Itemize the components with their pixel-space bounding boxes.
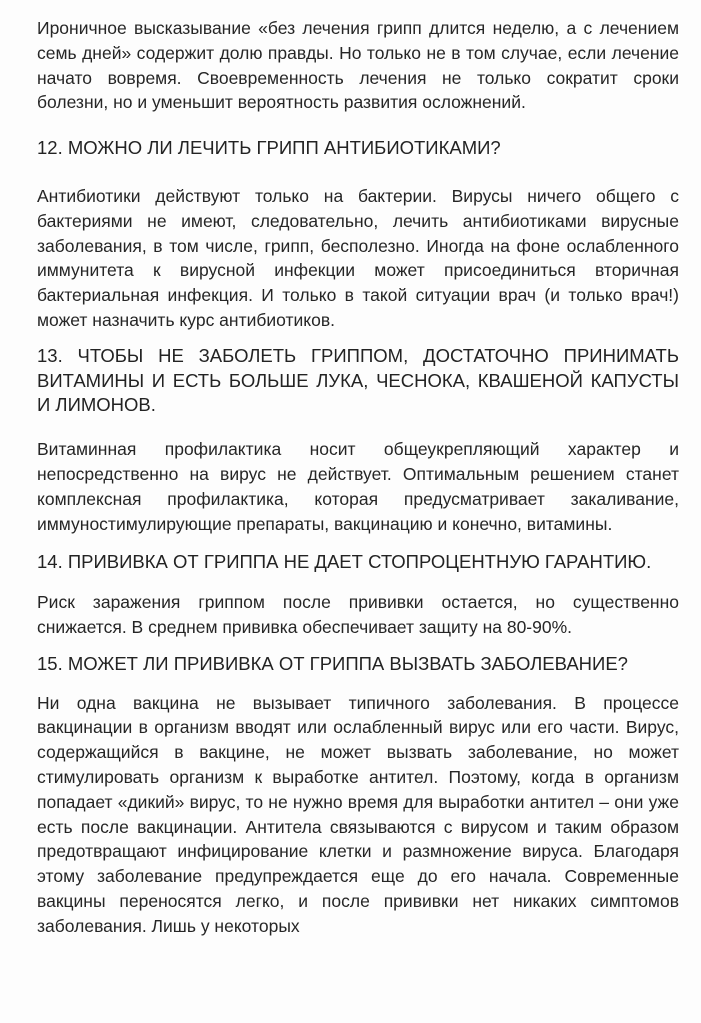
section-14-body: Риск заражения гриппом после прививки остается, но существенно снижается. В среднем прививка обеспечивает защиту на 80-90%. [37, 592, 679, 637]
section-15-body: Ни одна вакцина не вызывает типичного заболевания. В процессе вакцинации в организм вводят или ослабленный вирус или его части. Вирус, содержащийся в вакцине, не может вызвать заболевание, но может стимулировать организм к выработке антител. Поэтому, когда в организм попадает «дикий» вирус, то не нужно время для выработки антител – они уже есть после вакцинации. Антитела связываются с вирусом и таким образом предотвращают инфицирование клетки и размножение вируса. Благодаря этому заболевание предупреждается еще до его начала. Современные вакцины переносятся легко, и после прививки нет никаких симптомов заболевания. Лишь у некоторых [37, 692, 679, 936]
section-15-heading: 15. МОЖЕТ ЛИ ПРИВИВКА ОТ ГРИППА ВЫЗВАТЬ ЗАБОЛЕВАНИЕ? [37, 652, 628, 674]
section-14-heading: 14. ПРИВИВКА ОТ ГРИППА НЕ ДАЕТ СТОПРОЦЕНТНУЮ ГАРАНТИЮ. [37, 551, 652, 573]
section-12-body: Антибиотики действуют только на бактерии. Вирусы ничего общего с бактериями не имеют, следовательно, лечить антибиотиками вирусные заболевания, в том числе, грипп, бесполезно. Иногда на фоне ослабленного иммунитета к вирусной инфекции может присоединиться вторичная бактериальная инфекция. И только в такой ситуации врач (и только врач!) может назначить курс антибиотиков. [37, 185, 679, 330]
section-12-heading: 12. МОЖНО ЛИ ЛЕЧИТЬ ГРИПП АНТИБИОТИКАМИ? [37, 137, 501, 159]
intro-paragraph: Ироничное высказывание «без лечения грипп длится неделю, а с лечением семь дней» содержит долю правды. Но только не в том случае, если лечение начато вовремя. Своевременность лечения не только сократит сроки болезни, но и уменьшит вероятность развития осложнений. [37, 18, 679, 113]
document-body [37, 16, 679, 939]
section-13-body: Витаминная профилактика носит общеукрепляющий характер и непосредственно на вирус не действует. Оптимальным решением станет комплексная профилактика, которая предусматривает закаливание, иммуностимулирующие препараты, вакцинацию и конечно, витамины. [37, 439, 679, 534]
section-13-heading: 13. ЧТОБЫ НЕ ЗАБОЛЕТЬ ГРИППОМ, ДОСТАТОЧНО ПРИНИМАТЬ ВИТАМИНЫ И ЕСТЬ БОЛЬШЕ ЛУКА, ЧЕСНОКА, КВАШЕНОЙ КАПУСТЫ И ЛИМОНОВ. [37, 344, 679, 416]
